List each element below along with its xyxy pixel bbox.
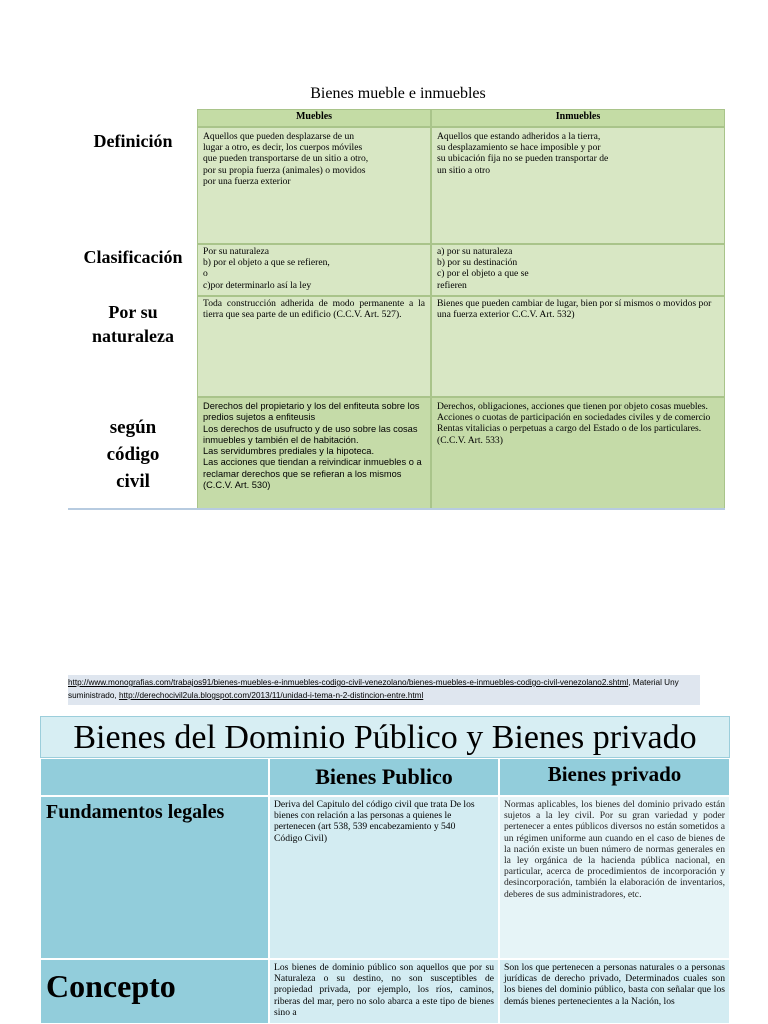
row-label-por-su-naturaleza: Por su naturaleza xyxy=(92,302,174,346)
col-header-bienes-publico: Bienes Publico xyxy=(269,758,499,796)
row-label-definicion: Definición xyxy=(93,131,173,151)
cell-clasificacion-muebles: Por su naturaleza b) por el objeto a que se refieren, o c)por determinarlo así la ley xyxy=(197,244,431,296)
cell-concepto-privado: Son los que pertenecen a personas naturales o a personas jurídicas de derecho privado, Determinados cuales son los bienes del dominio público, basta con señalar que los demás bienes pertenecientes a la Nación, los xyxy=(499,959,730,1024)
sources-citation xyxy=(68,675,700,705)
col-header-muebles: Muebles xyxy=(197,109,431,127)
table2-header-empty xyxy=(40,758,269,796)
row-label-clasificacion: Clasificación xyxy=(83,247,183,267)
table1-bottom-rule xyxy=(68,508,725,510)
row-label-segun-codigo-civil: según código civil xyxy=(106,417,160,492)
cell-fundamentos-privado: Normas aplicables, los bienes del dominio privado están sujetos a la ley civil. Por su gran variedad y poder pertenecer a entes públicos diversos no están sometidos a un régimen uniforme aun cuando en el caso de bienes de la nación existe un buen número de normas generales en la ley orgánica de la hacienda pública nacional, en particular, acerca de procedimientos de incorporación y desincorporación, también la elaboración de inventarios, deberes de sus administradores, etc. xyxy=(499,796,730,959)
cell-naturaleza-muebles: Toda construcción adherida de modo permanente a la tierra que sea parte de un edificio (C.C.V. Art. 527). xyxy=(197,296,431,397)
source-link-monografias[interactable]: http://www.monografias.com/trabajos91/bienes-muebles-e-inmuebles-codigo-civil-venezolano/bienes-muebles-e-inmuebles-codigo-civil-venezolano2.shtml xyxy=(68,678,629,687)
cell-naturaleza-inmuebles: Bienes que pueden cambiar de lugar, bien por sí mismos o movidos por una fuerza exterior C.C.V. Art. 532) xyxy=(431,296,725,397)
cell-definicion-muebles: Aquellos que pueden desplazarse de un lugar a otro, es decir, los cuerpos móviles que pueden transportarse de un sitio a otro, por su propia fuerza (animales) o movidos por una fuerza exterior xyxy=(197,127,431,244)
cell-fundamentos-publico: Deriva del Capitulo del código civil que trata De los bienes con relación a las personas a quienes le pertenecen (art 538, 539 encabezamiento y 540 Código Civil) xyxy=(269,796,499,959)
cell-clasificacion-inmuebles: a) por su naturaleza b) por su destinación c) por el objeto a que se refieren xyxy=(431,244,725,296)
table1-title: Bienes mueble e inmuebles xyxy=(310,85,486,102)
cell-definicion-inmuebles: Aquellos que estando adheridos a la tierra, su desplazamiento se hace imposible y por su ubicación fija no se pueden transportar de un sitio a otro xyxy=(431,127,725,244)
citation-separator: , Material Uny suministrado, xyxy=(68,678,679,700)
cell-concepto-publico: Los bienes de dominio público son aquellos que por su Naturaleza o su destino, no son susceptibles de propiedad privada, por ejemplo, los ríos, caminos, riberas del mar, pero no solo abarca a este tipo de bienes sino a xyxy=(269,959,499,1024)
source-link-derechocivil[interactable]: http://derechocivil2ula.blogspot.com/2013/11/unidad-i-tema-n-2-distincion-entre.html xyxy=(118,691,424,700)
row-label-fundamentos-legales: Fundamentos legales xyxy=(40,796,269,959)
table2 xyxy=(40,716,730,1024)
col-header-inmuebles: Inmuebles xyxy=(431,109,725,127)
cell-codigo-civil-inmuebles: Derechos, obligaciones, acciones que tienen por objeto cosas muebles. Acciones o cuotas de participación en sociedades civiles y de comercio Rentas vitalicias o perpetuas a cargo del Estado o de los particulares. (C.C.V. Art. 533) xyxy=(431,397,725,509)
table2-title: Bienes del Dominio Público y Bienes privado xyxy=(40,716,730,758)
cell-codigo-civil-muebles: Derechos del propietario y los del enfiteuta sobre los predios sujetos a enfiteusis Los derechos de usufructo y de uso sobre las cosas inmuebles y también el de habitación. Las servidumbres prediales y la hipoteca. Las acciones que tiendan a reivindicar inmuebles o a reclamar derechos que se refieran a los mismos (C.C.V. Art. 530) xyxy=(197,397,431,509)
table1-grid xyxy=(197,109,725,509)
col-header-bienes-privado: Bienes privado xyxy=(499,758,730,796)
row-label-concepto: Concepto xyxy=(40,959,269,1024)
